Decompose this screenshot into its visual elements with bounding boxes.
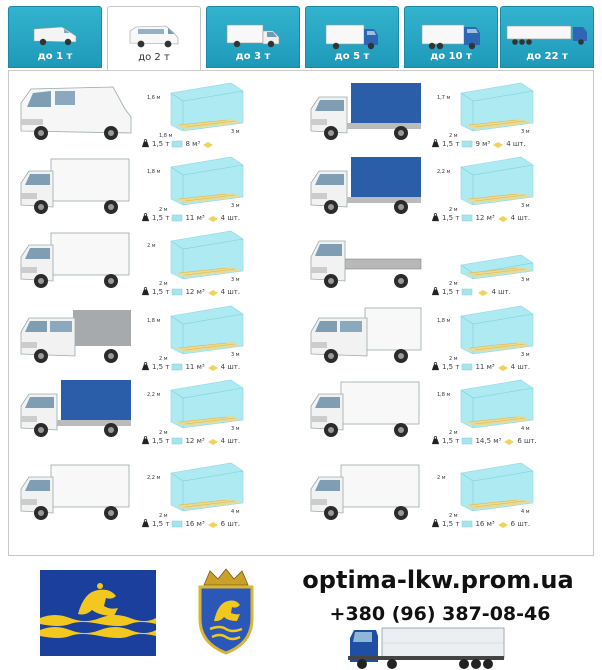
vehicle-specs: [431, 362, 532, 371]
load-capacity: 1,5 т: [442, 519, 460, 528]
volume-icon: [171, 288, 183, 296]
truck-icon: [324, 23, 380, 51]
cargo-volume: 12 м³: [185, 436, 205, 445]
pallet-icon: [202, 140, 214, 148]
cargo-space-icon: [157, 459, 247, 513]
big-truck-icon: [420, 23, 482, 51]
cargo-volume: 14,5 м³: [475, 436, 502, 445]
weight-icon: [141, 213, 150, 222]
pallet-count: 4 шт.: [510, 362, 531, 371]
van-icon: [32, 23, 78, 47]
tab-label: до 22 т: [526, 51, 568, 62]
tab-up-to-10t[interactable]: [404, 6, 498, 68]
load-capacity: 1,5 т: [152, 362, 170, 371]
weight-icon: [141, 362, 150, 371]
tab-label: до 1 т: [37, 51, 73, 62]
dimension-w-label: 2 м: [449, 430, 458, 436]
vehicle-row[interactable]: [9, 77, 299, 155]
cargo-volume: 11 м³: [185, 213, 205, 222]
vehicle-specs: [431, 213, 532, 222]
vehicle-row[interactable]: [299, 151, 589, 229]
cargo-space-icon: [157, 79, 247, 133]
dimension-l-label: 4 м: [521, 426, 530, 432]
dimension-w-label: 2 м: [449, 356, 458, 362]
truck-box-truck-long-icon: [307, 461, 425, 523]
cargo-space-icon: [447, 227, 537, 281]
dimension-h-label: 1,7 м: [437, 95, 451, 101]
minibus-icon: [128, 23, 180, 49]
vehicle-row[interactable]: [299, 457, 589, 535]
vehicle-specs: [141, 519, 242, 528]
pallet-count: 4 шт.: [510, 213, 531, 222]
dimension-h-label: 1,8 м: [147, 169, 161, 175]
cargo-space-icon: [157, 376, 247, 430]
dimension-w-label: 2 м: [449, 513, 458, 519]
pallet-count: 4 шт.: [220, 213, 241, 222]
pallet-count: 6 шт.: [517, 436, 537, 445]
load-capacity: 1,5 т: [152, 213, 170, 222]
vehicle-row[interactable]: [9, 374, 299, 452]
vehicle-specs: [141, 362, 242, 371]
pallet-icon: [497, 214, 509, 222]
dimension-l-label: 3 м: [521, 203, 530, 209]
dimension-l-label: 3 м: [521, 277, 530, 283]
cargo-volume: 11 м³: [475, 362, 495, 371]
weight-icon: [431, 287, 440, 296]
volume-icon: [461, 363, 473, 371]
dimension-h-label: 2,2 м: [437, 169, 451, 175]
cargo-space-icon: [157, 153, 247, 207]
pallet-icon: [497, 363, 509, 371]
vehicle-row[interactable]: [9, 225, 299, 303]
cargo-volume: 12 м³: [475, 213, 495, 222]
tab-label: до 2 т: [138, 52, 170, 63]
cargo-space-icon: [157, 302, 247, 356]
pallet-icon: [207, 288, 219, 296]
city-coat-of-arms-icon: [190, 567, 262, 657]
cargo-space-icon: [447, 376, 537, 430]
truck-tent-truck-blue-icon: [17, 378, 135, 440]
tab-up-to-2t[interactable]: [107, 6, 201, 72]
cargo-space-icon: [447, 79, 537, 133]
tab-up-to-3t[interactable]: [206, 6, 300, 68]
dimension-l-label: 3 м: [521, 129, 530, 135]
tab-label: до 5 т: [334, 51, 370, 62]
dimension-l-label: 3 м: [521, 352, 530, 358]
semi-truck-icon: [346, 626, 506, 670]
dimension-h-label: 2,2 м: [147, 392, 161, 398]
weight-icon: [431, 213, 440, 222]
pallet-icon: [497, 520, 509, 528]
cargo-volume: 8 м³: [185, 139, 201, 148]
dimension-h-label: 1,6 м: [147, 95, 161, 101]
tab-up-to-22t[interactable]: [500, 6, 594, 68]
volume-icon: [171, 437, 183, 445]
semi-trailer-icon: [505, 23, 589, 47]
cargo-volume: 12 м³: [185, 287, 205, 296]
vehicle-specs: [141, 213, 242, 222]
vehicle-specs: [431, 519, 532, 528]
volume-icon: [171, 140, 183, 148]
pallet-count: 6 шт.: [220, 519, 241, 528]
load-capacity: 1,5 т: [152, 139, 170, 148]
weight-icon: [431, 139, 440, 148]
weight-icon: [141, 139, 150, 148]
weight-icon: [431, 436, 440, 445]
dimension-w-label: 2 м: [159, 513, 168, 519]
cargo-space-icon: [447, 153, 537, 207]
load-capacity: 1,5 т: [152, 519, 170, 528]
vehicle-row[interactable]: [9, 300, 299, 378]
vehicle-list-panel: [8, 70, 594, 556]
dimension-h-label: 1,8 м: [437, 392, 451, 398]
dimension-h-label: 1,8 м: [147, 318, 161, 324]
vehicle-specs: [431, 436, 539, 445]
weight-icon: [141, 436, 150, 445]
vehicle-row[interactable]: [299, 77, 589, 155]
vehicle-specs: [141, 139, 218, 148]
tab-label: до 3 т: [235, 51, 271, 62]
pallet-icon: [477, 288, 489, 296]
volume-icon: [461, 140, 473, 148]
load-capacity: 1,5 т: [442, 139, 460, 148]
weight-icon: [141, 287, 150, 296]
pallet-count: 4 шт.: [220, 362, 241, 371]
cargo-space-icon: [447, 459, 537, 513]
cargo-space-icon: [157, 227, 247, 281]
tab-label: до 10 т: [430, 51, 472, 62]
volume-icon: [171, 214, 183, 222]
cargo-space-icon: [447, 302, 537, 356]
volume-icon: [171, 363, 183, 371]
truck-tent-truck-blue-icon: [307, 155, 425, 217]
vehicle-row[interactable]: [9, 457, 299, 535]
city-flag-icon: [40, 570, 156, 656]
truck-box-truck-icon: [17, 229, 135, 291]
vehicle-row[interactable]: [299, 225, 589, 303]
dimension-h-label: 2 м: [147, 243, 156, 249]
dimension-w-label: 2 м: [449, 281, 458, 287]
vehicle-specs: [141, 436, 242, 445]
load-capacity: 1,5 т: [442, 362, 460, 371]
phone-number[interactable]: +380 (96) 387-08-46: [329, 603, 551, 625]
pallet-count: 4 шт.: [506, 139, 526, 148]
dimension-l-label: 3 м: [231, 129, 240, 135]
dimension-h-label: 2 м: [437, 475, 446, 481]
pallet-icon: [492, 140, 504, 148]
weight-icon: [431, 519, 440, 528]
cargo-volume: 11 м³: [185, 362, 205, 371]
cargo-volume: 16 м³: [475, 519, 495, 528]
truck-tent-truck-blue-icon: [307, 81, 425, 143]
vehicle-row[interactable]: [299, 374, 589, 452]
dimension-w-label: 1,8 м: [159, 133, 173, 139]
truck-box-truck-long-icon: [307, 378, 425, 440]
vehicle-row[interactable]: [299, 300, 589, 378]
truck-flatbed-icon: [307, 229, 425, 291]
dimension-w-label: 2 м: [159, 430, 168, 436]
volume-icon: [461, 520, 473, 528]
dimension-l-label: 3 м: [231, 203, 240, 209]
dimension-h-label: 2,2 м: [147, 475, 161, 481]
vehicle-class-tabs: [8, 6, 594, 68]
volume-icon: [461, 288, 473, 296]
pallet-count: 6 шт.: [510, 519, 531, 528]
dimension-w-label: 2 м: [159, 356, 168, 362]
load-capacity: 1,5 т: [442, 287, 460, 296]
pallet-count: 4 шт.: [491, 287, 511, 296]
pallet-count: 4 шт.: [220, 287, 241, 296]
load-capacity: 1,5 т: [152, 287, 170, 296]
dimension-w-label: 2 м: [159, 207, 168, 213]
volume-icon: [461, 214, 473, 222]
weight-icon: [141, 519, 150, 528]
box-truck-icon: [225, 23, 281, 49]
pallet-icon: [207, 437, 219, 445]
dimension-w-label: 2 м: [449, 133, 458, 139]
pallet-count: 4 шт.: [220, 436, 241, 445]
pallet-icon: [503, 437, 515, 445]
load-capacity: 1,5 т: [442, 436, 460, 445]
truck-cargo-van-icon: [17, 81, 135, 143]
dimension-w-label: 2 м: [449, 207, 458, 213]
truck-box-truck-icon: [17, 155, 135, 217]
volume-icon: [171, 520, 183, 528]
weight-icon: [431, 362, 440, 371]
pallet-icon: [207, 520, 219, 528]
pallet-icon: [207, 214, 219, 222]
vehicle-specs: [141, 287, 242, 296]
dimension-l-label: 3 м: [231, 277, 240, 283]
dimension-l-label: 4 м: [521, 509, 530, 515]
vehicle-row[interactable]: [9, 151, 299, 229]
volume-icon: [461, 437, 473, 445]
cargo-volume: 9 м³: [475, 139, 491, 148]
load-capacity: 1,5 т: [442, 213, 460, 222]
cargo-volume: 16 м³: [185, 519, 205, 528]
tab-up-to-5t[interactable]: [305, 6, 399, 68]
dimension-h-label: 1,8 м: [437, 318, 451, 324]
vehicle-specs: [431, 139, 528, 148]
truck-tent-truck-double-cab-icon: [17, 304, 135, 366]
load-capacity: 1,5 т: [152, 436, 170, 445]
dimension-w-label: 2 м: [159, 281, 168, 287]
dimension-l-label: 4 м: [231, 509, 240, 515]
dimension-l-label: 3 м: [231, 426, 240, 432]
tab-up-to-1t[interactable]: [8, 6, 102, 68]
truck-box-double-cab-icon: [307, 304, 425, 366]
vehicle-specs: [431, 287, 513, 296]
dimension-l-label: 3 м: [231, 352, 240, 358]
pallet-icon: [207, 363, 219, 371]
truck-box-truck-long-icon: [17, 461, 135, 523]
site-url[interactable]: optima-lkw.prom.ua: [302, 566, 574, 594]
